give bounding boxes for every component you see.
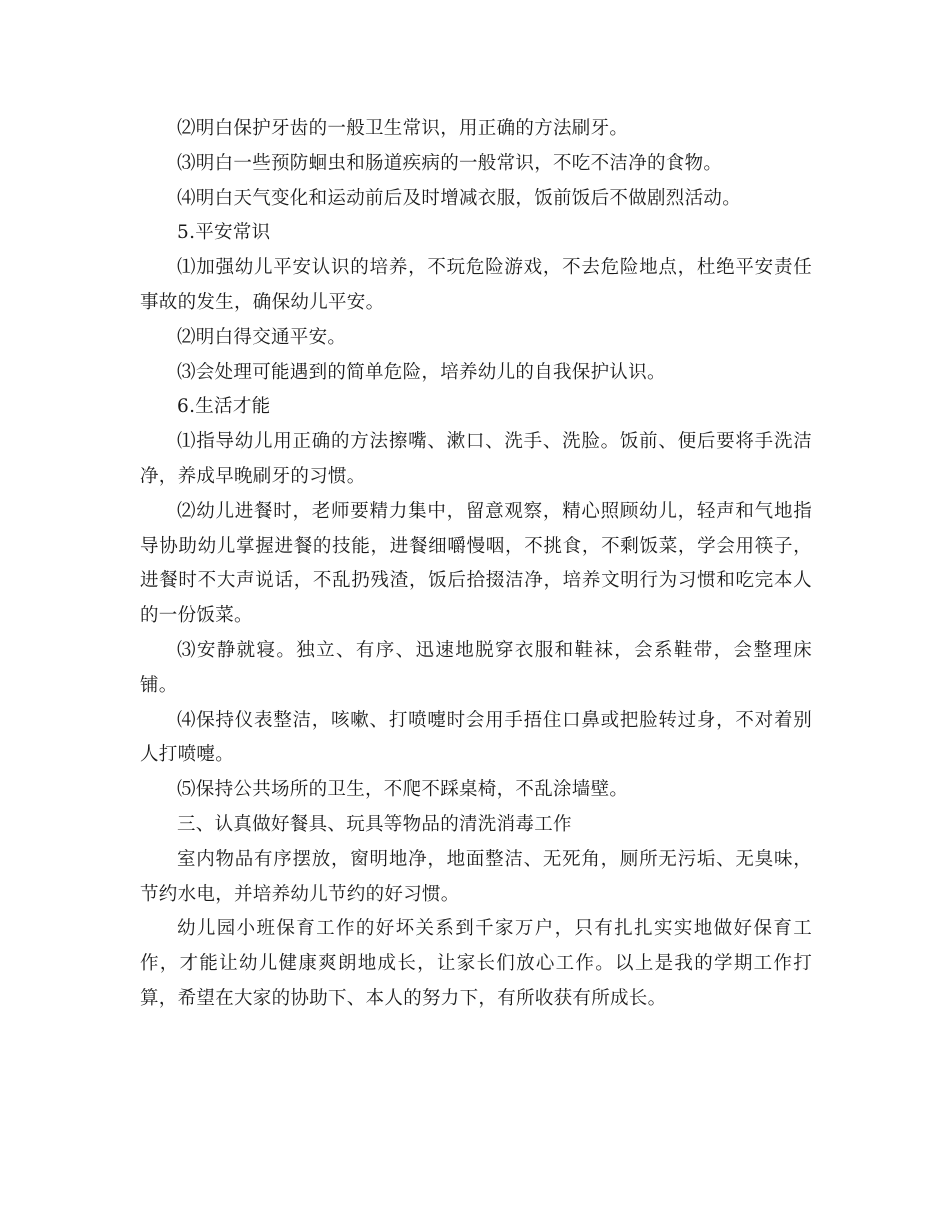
paragraph-hygiene-habits: ⑴指导幼儿用正确的方法擦嘴、漱口、洗手、洗脸。饭前、便后要将手洗洁净，养成早晚刷牙的习惯。 (140, 431, 812, 487)
paragraph-self-protection: ⑶会处理可能遇到的简单危险，培养幼儿的自我保护认识。 (177, 361, 666, 383)
paragraph-sleep-routine: ⑶安静就寝。独立、有序、迅速地脱穿衣服和鞋袜，会系鞋带，会整理床铺。 (140, 639, 812, 696)
section-heading-life-skills: 6.生活才能 (177, 396, 271, 418)
section-heading-safety: 5.平安常识 (177, 222, 271, 244)
document-page (140, 112, 812, 1017)
paragraph-weather-clothing: ⑷明白天气变化和运动前后及时增减衣服，饭前饭后不做剧烈活动。 (177, 187, 742, 209)
paragraph-traffic-safety: ⑵明白得交通平安。 (177, 326, 347, 348)
paragraph-indoor-order: 室内物品有序摆放，窗明地净，地面整洁、无死角，厕所无污垢、无臭味，节约水电，并培养幼儿节约的好习惯。 (140, 848, 812, 905)
paragraph-conclusion: 幼儿园小班保育工作的好坏关系到千家万户，只有扎扎实实地做好保育工作，才能让幼儿健康爽朗地成长，让家长们放心工作。以上是我的学期工作打算，希望在大家的协助下、本人的努力下，有所收获有所成长。 (140, 918, 812, 1009)
section-heading-disinfection: 三、认真做好餐具、玩具等物品的清洗消毒工作 (177, 813, 572, 835)
paragraph-safety-awareness: ⑴加强幼儿平安认识的培养，不玩危险游戏，不去危险地点，杜绝平安责任事故的发生，确保幼儿平安。 (140, 257, 812, 313)
paragraph-tooth-care: ⑵明白保护牙齿的一般卫生常识，用正确的方法刷牙。 (177, 118, 629, 139)
paragraph-public-hygiene: ⑸保持公共场所的卫生，不爬不踩桌椅，不乱涂墙壁。 (177, 779, 629, 801)
paragraph-disease-prevention: ⑶明白一些预防蛔虫和肠道疾病的一般常识，不吃不洁净的食物。 (177, 152, 723, 174)
paragraph-meal-guidance: ⑵幼儿进餐时，老师要精力集中，留意观察，精心照顾幼儿，轻声和气地指导协助幼儿掌握进餐的技能，进餐细嚼慢咽，不挑食，不剩饭菜，学会用筷子，进餐时不大声说话，不乱扔残渣，饭后拾掇洁净，培养文明行为习惯和吃完本人的一份饭菜。 (140, 500, 812, 627)
paragraph-appearance: ⑷保持仪表整洁，咳嗽、打喷嚏时会用手捂住口鼻或把脸转过身，不对着别人打喷嚏。 (140, 709, 812, 766)
